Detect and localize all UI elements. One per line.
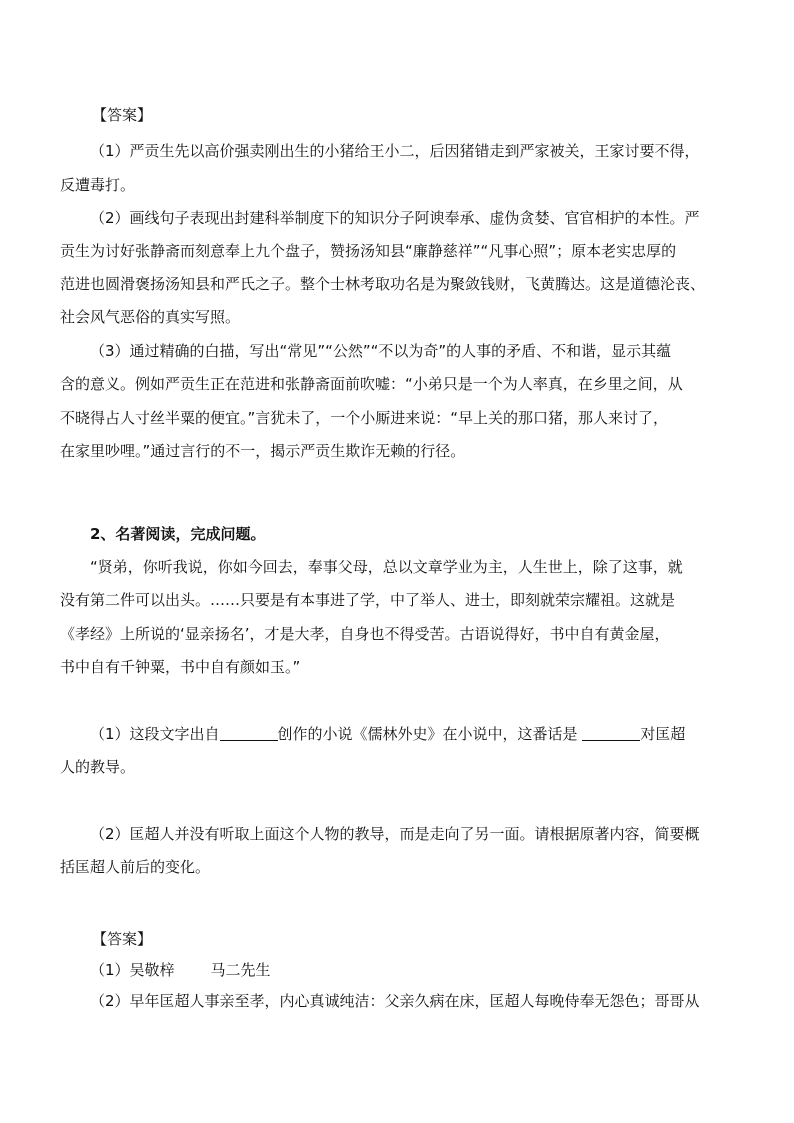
- sub-question-2-line-1: （2）匡超人并没有听取上面这个人物的教导，而是走向了另一面。请根据原著内容，简要概: [90, 825, 700, 843]
- answer1-line-7: （3）通过精确的白描，写出“常见”“公然”“不以为奇”的人事的矛盾、不和谐，显示其蕴: [90, 342, 672, 360]
- answer1-line-1: （1）严贡生先以高价强卖刚出生的小猪给王小二，后因猪错走到严家被关，王家讨要不得，: [90, 142, 700, 160]
- sub-question-2-line-2: 括匡超人前后的变化。: [60, 858, 211, 876]
- passage-line-1: “贤弟，你听我说，你如今回去，奉事父母，总以文章学业为主，人生世上，除了这事，就: [90, 558, 683, 576]
- answer2-author: （1）吴敬梓: [90, 961, 175, 979]
- answer-blank-speaker[interactable]: [582, 726, 640, 741]
- sub-question-1-line-2: 人的教导。: [60, 758, 136, 776]
- answer2-speaker: 马二先生: [210, 961, 271, 979]
- answer-header: 【答案】: [92, 106, 153, 124]
- answer2-line-1: [90, 960, 271, 980]
- sub-question-1: [90, 724, 685, 744]
- answer1-line-3: （2）画线句子表现出封建科举制度下的知识分子阿谀奉承、虚伪贪婪、官官相护的本性。严: [90, 209, 700, 227]
- answer1-line-5: 范进也圆滑褒扬汤知县和严氏之子。整个士林考取功名是为聚敛钱财，飞黄腾达。这是道德沦丧、: [60, 275, 706, 293]
- answer1-line-8: 含的意义。例如严贡生正在范进和张静斋面前吹嘘：“小弟只是一个为人率真，在乡里之间，从: [60, 375, 683, 393]
- question-title: 2、名著阅读，完成问题。: [90, 525, 266, 543]
- answer1-line-4: 贡生为讨好张静斋而刻意奉上九个盘子，赞扬汤知县“廉静慈祥”“凡事心照”；原本老实忠厚的: [60, 242, 677, 260]
- answer-blank-author[interactable]: [220, 726, 278, 741]
- sub-question-1-part-b: 创作的小说《儒林外史》在小说中，这番话是: [277, 725, 578, 743]
- answer-header-2: 【答案】: [92, 930, 153, 948]
- passage-line-4: 书中自有千钟粟，书中自有颜如玉。”: [60, 658, 301, 676]
- passage-line-2: 没有第二件可以出头。……只要是有本事进了学，中了举人、进士，即刻就荣宗耀祖。这就是: [60, 591, 676, 609]
- answer1-line-9: 不晓得占人寸丝半粟的便宜。”言犹未了，一个小厮进来说：“早上关的那口猪，那人来讨了，: [60, 409, 669, 427]
- answer1-line-6: 社会风气恶俗的真实写照。: [60, 308, 241, 326]
- answer2-line-2: （2）早年匡超人事亲至孝，内心真诚纯洁：父亲久病在床，匡超人每晚侍奉无怨色；哥哥从: [90, 992, 700, 1010]
- sub-question-1-part-a: （1）这段文字出自: [90, 725, 220, 743]
- sub-question-1-part-c: 对匡超: [640, 725, 686, 743]
- passage-line-3: 《孝经》上所说的‘显亲扬名’，才是大孝，自身也不得受苦。古语说得好，书中自有黄金屋，: [60, 625, 670, 643]
- answer1-line-2: 反遭毒打。: [60, 176, 136, 194]
- answer1-line-10: 在家里吵哩。”通过言行的不一，揭示严贡生欺诈无赖的行径。: [60, 442, 466, 460]
